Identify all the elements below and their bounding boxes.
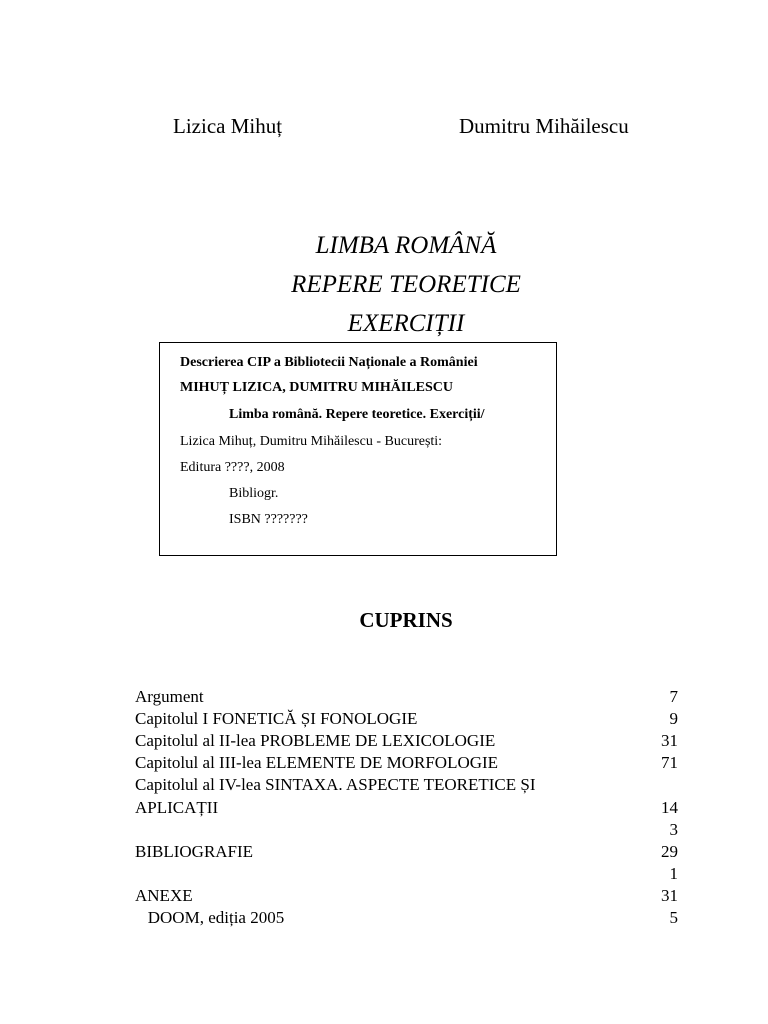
toc-entry-page: 7 bbox=[669, 687, 678, 706]
cip-bibliography: Bibliogr. bbox=[229, 486, 279, 501]
toc-entry-page: 14 bbox=[661, 798, 678, 817]
cip-description-box bbox=[159, 342, 557, 556]
toc-entry-page: 9 bbox=[669, 709, 678, 728]
toc-entry-label: Capitolul al II-lea PROBLEME DE LEXICOLOGIE bbox=[135, 731, 496, 750]
toc-entry-page: 31 bbox=[661, 731, 678, 750]
cip-authors: MIHUȚ LIZICA, DUMITRU MIHĂILESCU bbox=[180, 380, 454, 395]
toc-entry-page: 31 bbox=[661, 886, 678, 905]
contents-heading: CUPRINS bbox=[359, 608, 453, 632]
cip-responsibility: Lizica Mihuț, Dumitru Mihăilescu - București: bbox=[180, 434, 443, 449]
toc-entry-label: APLICAȚII bbox=[135, 798, 219, 817]
title-line-2: REPERE TEORETICE bbox=[291, 271, 521, 298]
toc-entry-label: Argument bbox=[135, 687, 204, 706]
author-1: Lizica Mihuț bbox=[173, 114, 283, 138]
toc-entry-label: Capitolul al III-lea ELEMENTE DE MORFOLOGIE bbox=[135, 753, 499, 772]
cip-title: Limba română. Repere teoretice. Exerciții/ bbox=[229, 407, 485, 422]
cip-heading: Descrierea CIP a Bibliotecii Naționale a României bbox=[180, 355, 478, 370]
title-line-3: EXERCIȚII bbox=[347, 310, 465, 337]
cip-publisher: Editura ????, 2008 bbox=[180, 460, 285, 475]
toc-entry-page: 29 bbox=[661, 842, 678, 861]
toc-entry-page: 1 bbox=[669, 864, 678, 883]
toc-entry-page: 5 bbox=[669, 908, 678, 927]
toc-entry-label: Capitolul al IV-lea SINTAXA. ASPECTE TEORETICE ȘI bbox=[135, 775, 536, 794]
title-line-1: LIMBA ROMÂNĂ bbox=[315, 232, 497, 259]
toc-entry-label: ANEXE bbox=[135, 886, 193, 905]
toc-entry-label: Capitolul I FONETICĂ ȘI FONOLOGIE bbox=[135, 709, 418, 728]
toc-entry-label: DOOM, ediția 2005 bbox=[135, 908, 285, 927]
toc-entry-page: 71 bbox=[661, 753, 678, 772]
cip-isbn: ISBN ??????? bbox=[229, 512, 308, 527]
toc-entry-label: BIBLIOGRAFIE bbox=[135, 842, 254, 861]
author-2: Dumitru Mihăilescu bbox=[459, 114, 629, 138]
toc-entry-page: 3 bbox=[669, 820, 678, 839]
